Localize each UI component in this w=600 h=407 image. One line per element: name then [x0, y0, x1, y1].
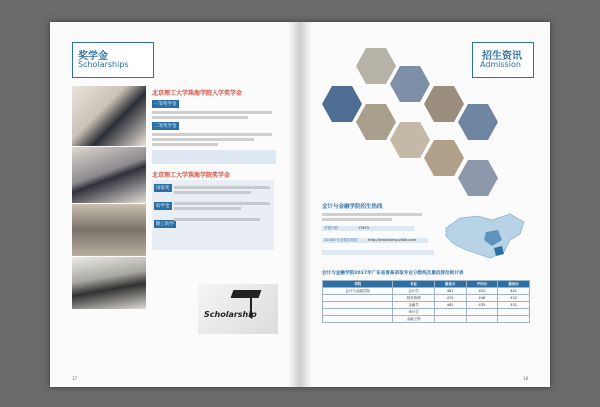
table-row: [323, 302, 530, 309]
code-label: 学校代码: [324, 226, 338, 230]
table-cell: 会计学: [393, 288, 434, 295]
left-page: [50, 22, 300, 387]
right-page-number: 18: [522, 376, 528, 381]
hex-photo-7: [458, 104, 498, 140]
table-cell: 会计与金融学院: [323, 288, 393, 295]
hotline-title: 会计与金融学院招生热线: [322, 204, 383, 210]
table-cell: 441: [498, 288, 530, 295]
photo-students-study: [72, 86, 146, 146]
left-heading-en: Scholarships: [78, 60, 129, 69]
table-cell: [498, 309, 530, 316]
table-cell: 432: [498, 295, 530, 302]
text-block-2: [152, 132, 272, 148]
right-page: [300, 22, 550, 387]
spine-shadow: [288, 22, 312, 387]
photo-book-stack: [72, 204, 146, 256]
hex-photo-5: [424, 86, 464, 122]
table-row: [323, 288, 530, 295]
hex-photo-8: [424, 140, 464, 176]
table-cell: [466, 316, 498, 323]
table-header-cell: 最低分: [498, 281, 530, 288]
left-heading-cn: 奖学金: [78, 51, 108, 62]
table-cell: [498, 316, 530, 323]
left-page-number: 17: [72, 376, 78, 381]
table-cell: [323, 302, 393, 309]
hex-photo-2: [390, 66, 430, 102]
table-title: 会计与金融学院2017年广东省普高录取专业分数线及最低排位统计表: [322, 271, 464, 276]
table-cell: 481: [434, 288, 466, 295]
table-cell: 470: [434, 295, 466, 302]
tag-first-class: 一等奖学金: [154, 102, 177, 107]
table-cell: 金融工程: [393, 316, 434, 323]
card-word: Scholarship: [204, 310, 257, 319]
right-heading-en: Admission: [480, 60, 521, 69]
table-cell: 435: [466, 302, 498, 309]
table-cell: [323, 316, 393, 323]
china-map: [440, 210, 530, 262]
table-row: [323, 316, 530, 323]
table-cell: [434, 316, 466, 323]
map-graphic: [440, 210, 530, 262]
table-cell: [434, 309, 466, 316]
table-cell: [466, 309, 498, 316]
table-header-cell: 专业: [393, 281, 434, 288]
table-cell: 财务管理: [393, 295, 434, 302]
table-cell: [323, 295, 393, 302]
score-table: [322, 280, 530, 323]
scholarship2-title: 北京理工大学珠海学院奖学金: [152, 172, 231, 179]
tag-work-study: 勤工助学: [156, 222, 174, 227]
brochure-spread: [50, 22, 550, 387]
note-box: [152, 150, 276, 164]
table-cell: 审计学: [393, 309, 434, 316]
table-header-cell: 学院: [323, 281, 393, 288]
tag-second-class: 二等奖学金: [154, 124, 177, 129]
text-block-3: [174, 185, 270, 223]
table-cell: 452: [466, 288, 498, 295]
table-header-cell: 平均分: [466, 281, 498, 288]
scholarship1-title: 北京理工大学珠海学院入学奖学金: [152, 90, 243, 97]
table-cell: [323, 309, 393, 316]
hex-photo-3: [322, 86, 362, 122]
text-block-1: [152, 110, 272, 121]
tag-national: 国家奖: [156, 186, 170, 191]
site-bar-2: [322, 250, 434, 255]
hotline-text: [322, 212, 422, 223]
site-label: 2018年专业招生网址: [324, 238, 358, 242]
hex-photo-1: [356, 48, 396, 84]
right-heading-cn: 招生资讯: [482, 51, 522, 62]
grad-cap-icon: [231, 290, 262, 298]
table-header-cell: 最高分: [434, 281, 466, 288]
table-row: [323, 309, 530, 316]
table-cell: 462: [434, 302, 466, 309]
photo-grad-caps: [72, 257, 146, 309]
hex-photo-9: [458, 160, 498, 196]
hex-photo-6: [390, 122, 430, 158]
photo-student-laptop: [72, 147, 146, 203]
scholarship-card: [198, 284, 278, 334]
site-value: http://zhaosheng.zhbit.com: [368, 238, 417, 242]
table-cell: 431: [498, 302, 530, 309]
table-cell: 金融学: [393, 302, 434, 309]
code-value: 13675: [358, 226, 370, 230]
tag-grant: 助学金: [156, 204, 170, 209]
hex-photo-4: [356, 104, 396, 140]
table-cell: 446: [466, 295, 498, 302]
table-header-row: [323, 281, 530, 288]
table-row: [323, 295, 530, 302]
